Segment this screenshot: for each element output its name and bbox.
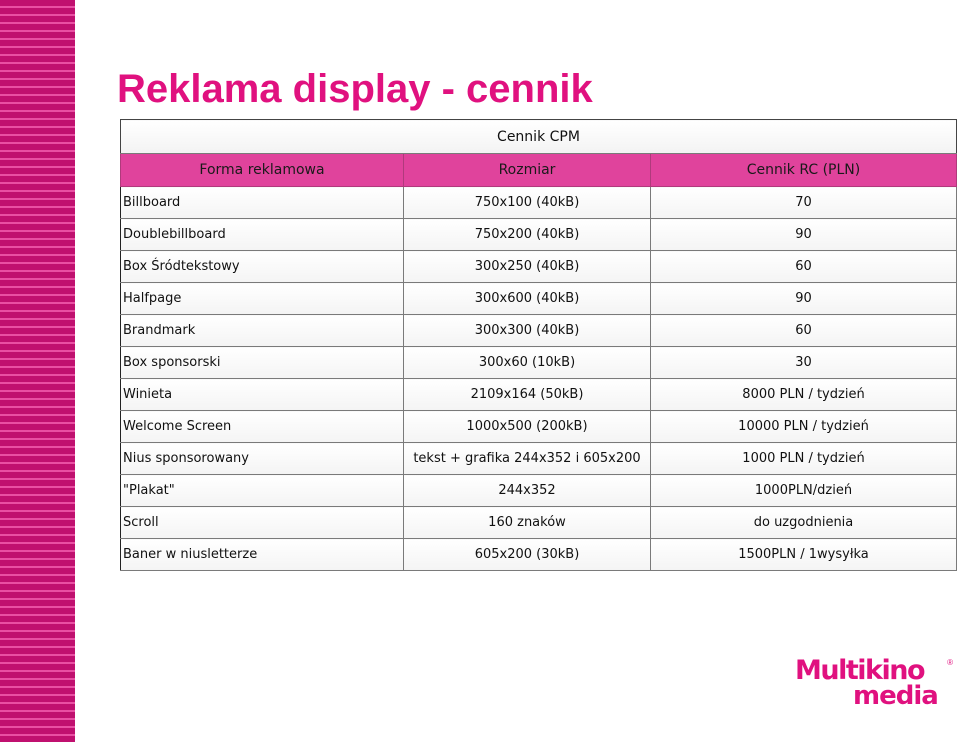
cell-forma: Box sponsorski: [121, 347, 404, 379]
cell-cena: 1500PLN / 1wysyłka: [651, 539, 957, 571]
table-caption-row: [121, 120, 957, 154]
cell-forma: Scroll: [121, 507, 404, 539]
table-header-row: [121, 154, 957, 187]
multikino-media-logo: [795, 656, 955, 712]
cell-cena: 90: [651, 219, 957, 251]
cell-cena: 70: [651, 187, 957, 219]
cell-forma: Doublebillboard: [121, 219, 404, 251]
page-title: Reklama display - cennik: [117, 67, 593, 111]
cell-forma: Baner w niusletterze: [121, 539, 404, 571]
cell-forma: "Plakat": [121, 475, 404, 507]
cell-forma: Brandmark: [121, 315, 404, 347]
table-row: [121, 411, 957, 443]
cell-forma: Welcome Screen: [121, 411, 404, 443]
cell-cena: 60: [651, 315, 957, 347]
logo-line2: media: [853, 681, 938, 711]
cell-cena: 1000PLN/dzień: [651, 475, 957, 507]
cell-forma: Halfpage: [121, 283, 404, 315]
cell-cena: 90: [651, 283, 957, 315]
logo-line1: Multikino: [795, 655, 924, 686]
pricing-table: [120, 119, 957, 571]
table-row: [121, 475, 957, 507]
cell-rozmiar: 605x200 (30kB): [404, 539, 651, 571]
cell-forma: Nius sponsorowany: [121, 443, 404, 475]
cell-forma: Billboard: [121, 187, 404, 219]
table-row: [121, 187, 957, 219]
cell-rozmiar: 244x352: [404, 475, 651, 507]
cell-rozmiar: 2109x164 (50kB): [404, 379, 651, 411]
cell-rozmiar: 300x300 (40kB): [404, 315, 651, 347]
table-row: [121, 283, 957, 315]
table-row: [121, 443, 957, 475]
cell-cena: 1000 PLN / tydzień: [651, 443, 957, 475]
cell-rozmiar: 750x100 (40kB): [404, 187, 651, 219]
cell-rozmiar: 300x250 (40kB): [404, 251, 651, 283]
table-row: [121, 219, 957, 251]
header-forma-reklamowa: Forma reklamowa: [121, 154, 404, 187]
cell-cena: 10000 PLN / tydzień: [651, 411, 957, 443]
cell-rozmiar: 1000x500 (200kB): [404, 411, 651, 443]
cell-rozmiar: tekst + grafika 244x352 i 605x200: [404, 443, 651, 475]
cell-rozmiar: 750x200 (40kB): [404, 219, 651, 251]
table-row: [121, 379, 957, 411]
cell-cena: 30: [651, 347, 957, 379]
header-rozmiar: Rozmiar: [404, 154, 651, 187]
table-caption: Cennik CPM: [121, 120, 957, 154]
table-row: [121, 347, 957, 379]
cell-rozmiar: 300x60 (10kB): [404, 347, 651, 379]
table-row: [121, 539, 957, 571]
table-row: [121, 507, 957, 539]
cell-forma: Winieta: [121, 379, 404, 411]
decorative-stripe-bar: [0, 0, 75, 742]
logo-registered-mark: ®: [947, 658, 953, 667]
cell-rozmiar: 160 znaków: [404, 507, 651, 539]
header-cennik-rc: Cennik RC (PLN): [651, 154, 957, 187]
cell-cena: 8000 PLN / tydzień: [651, 379, 957, 411]
table-row: [121, 251, 957, 283]
table-row: [121, 315, 957, 347]
cell-cena: 60: [651, 251, 957, 283]
cell-rozmiar: 300x600 (40kB): [404, 283, 651, 315]
cell-forma: Box Śródtekstowy: [121, 251, 404, 283]
cell-cena: do uzgodnienia: [651, 507, 957, 539]
